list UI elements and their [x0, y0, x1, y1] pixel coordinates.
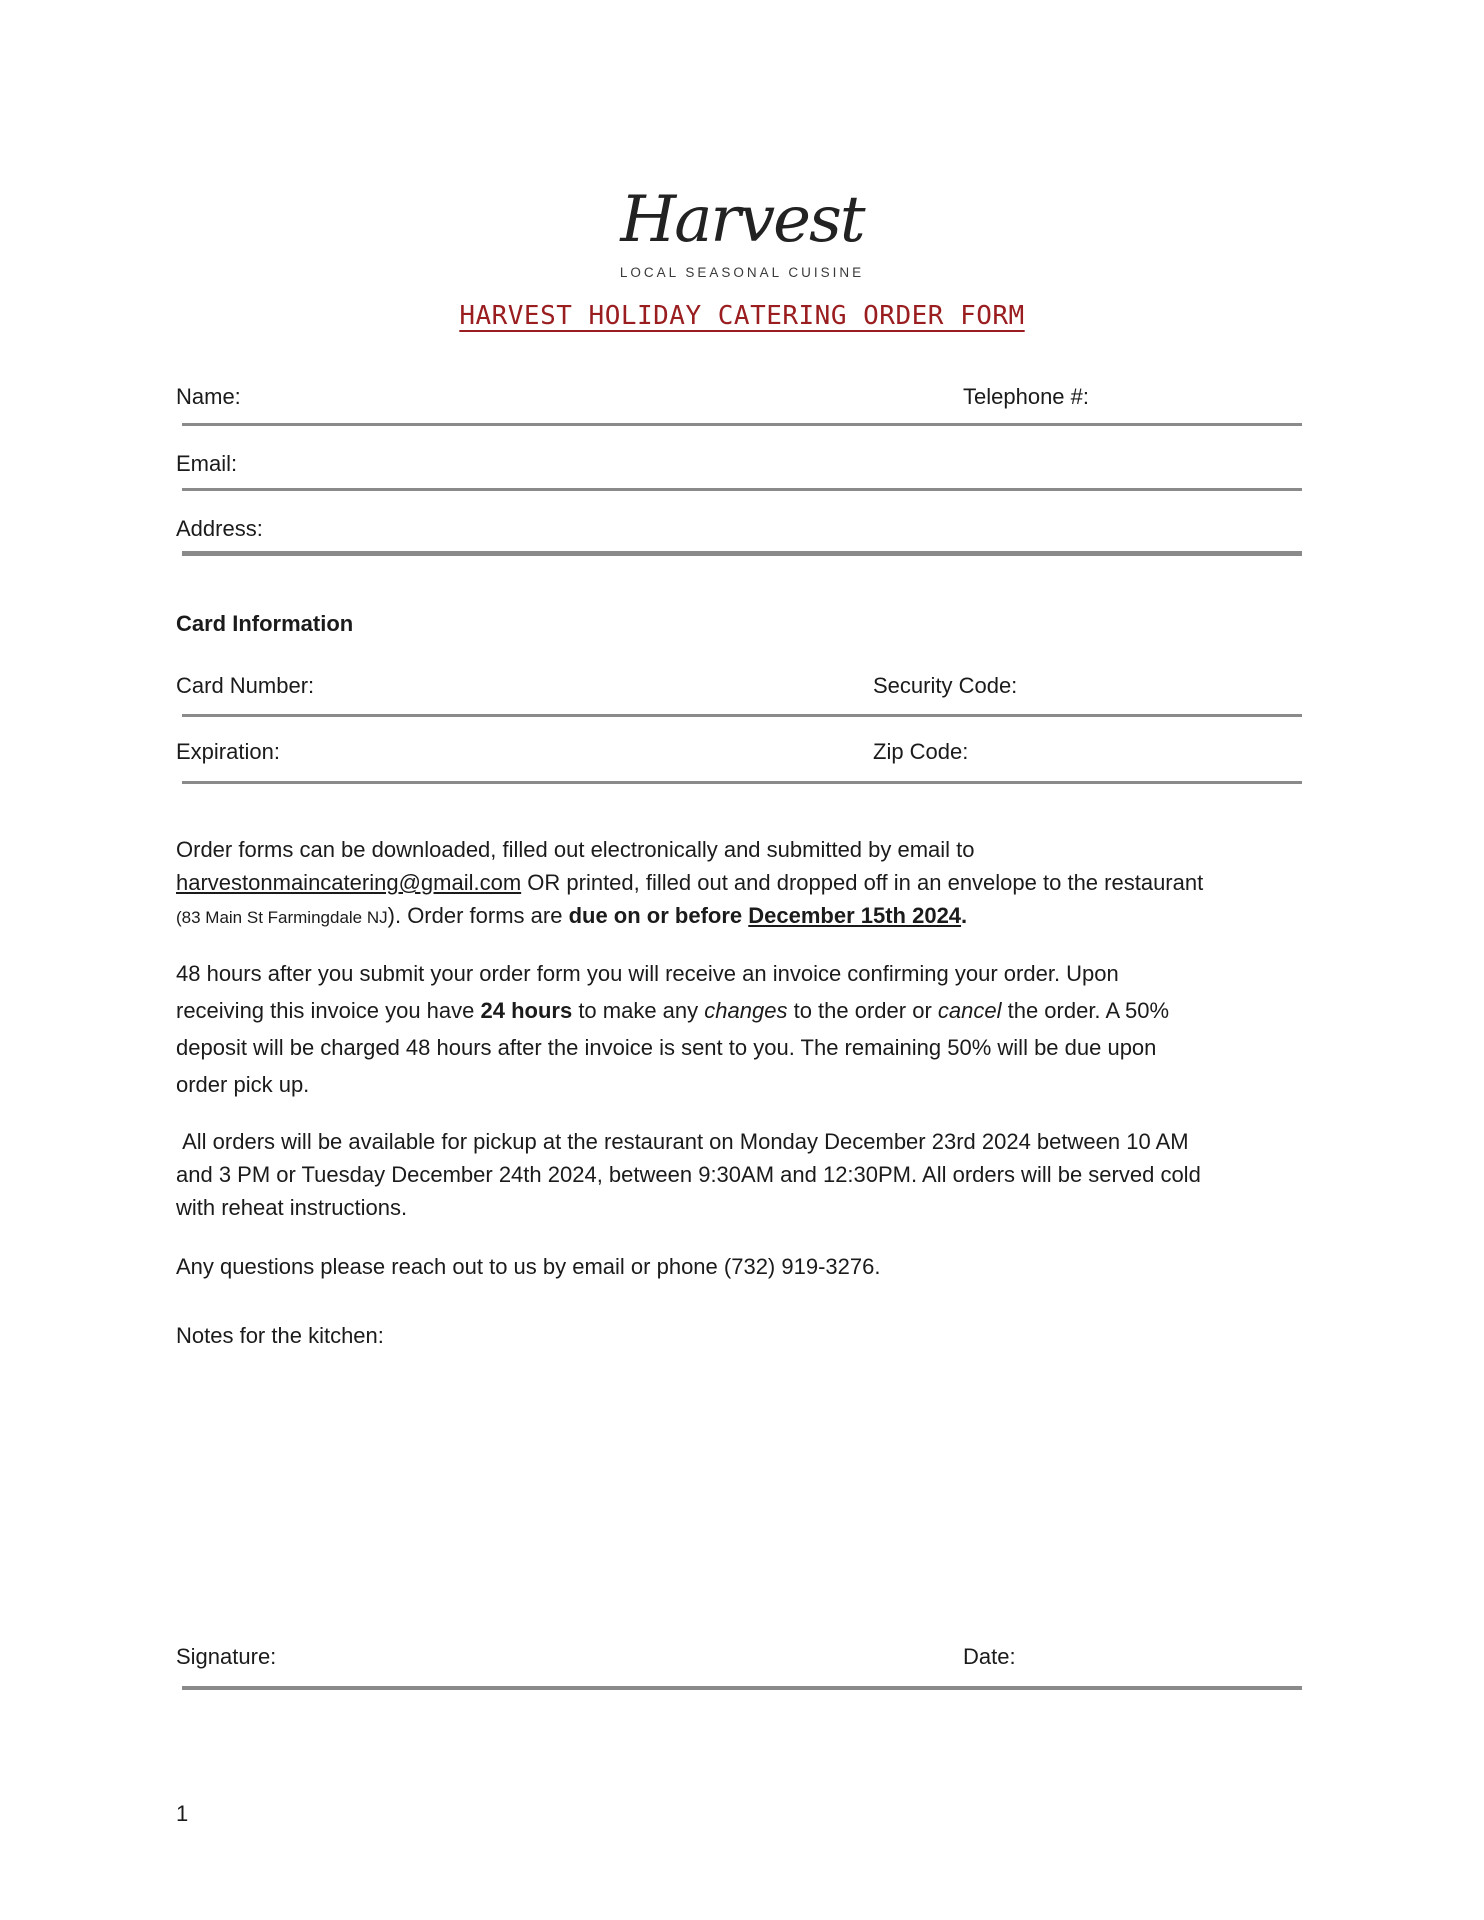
expiration-label: Expiration:: [176, 739, 280, 764]
email-label: Email:: [176, 451, 238, 476]
text-run: with reheat instructions.: [176, 1195, 408, 1220]
expiration-zip-field-line[interactable]: [182, 781, 1302, 784]
card-number-label: Card Number:: [176, 673, 315, 698]
text-run: (83 Main St Farmingdale NJ: [176, 908, 388, 927]
logo-tagline: LOCAL SEASONAL CUISINE: [619, 265, 865, 280]
paragraph-invoice: [176, 955, 1396, 1103]
text-run: due on or before: [568, 903, 749, 928]
card-information-heading: Card Information: [176, 611, 354, 636]
text-run: Order forms can be downloaded, filled out electronically and submitted by email to: [176, 837, 975, 862]
notes-for-kitchen-label: Notes for the kitchen:: [176, 1323, 384, 1348]
signature-label: Signature:: [176, 1644, 277, 1669]
text-run: ). Order forms are: [387, 903, 569, 928]
text-run: .: [961, 903, 968, 928]
text-run: and 3 PM or Tuesday December 24th 2024, between 9:30AM and 12:30PM. All orders will be served cold: [176, 1162, 1201, 1187]
text-run: changes: [704, 998, 788, 1023]
email-link[interactable]: harvestonmaincatering@gmail.com: [176, 870, 522, 895]
telephone-label: Telephone #:: [963, 384, 1089, 409]
harvest-logo: Harvest: [620, 183, 864, 257]
page-number: 1: [176, 1801, 189, 1826]
signature-date-field-line[interactable]: [182, 1686, 1302, 1690]
address-label: Address:: [176, 516, 263, 541]
text-run: 24 hours: [480, 998, 573, 1023]
text-run: All orders will be available for pickup at the restaurant on Monday December 23rd 2024 between 10 AM: [176, 1129, 1189, 1154]
date-label: Date:: [963, 1644, 1016, 1669]
text-run: to make any: [572, 998, 705, 1023]
card-number-security-field-line[interactable]: [182, 714, 1302, 717]
text-run: 48 hours after you submit your order form you will receive an invoice confirming your order. Upon: [176, 961, 1119, 986]
text-run: Any questions please reach out to us by email or phone (732) 919-3276.: [176, 1254, 881, 1279]
paragraph-pickup: [176, 1125, 1396, 1224]
address-field-line[interactable]: [182, 551, 1302, 556]
text-run: to the order or: [787, 998, 938, 1023]
text-run: cancel: [937, 998, 1002, 1023]
paragraph-questions: [176, 1250, 1396, 1283]
name-label: Name:: [176, 384, 241, 409]
paragraph-submission: [176, 833, 1396, 934]
name-telephone-field-line[interactable]: [182, 423, 1302, 426]
text-run: OR printed, filled out and dropped off in an envelope to the restaurant: [521, 870, 1204, 895]
email-field-line[interactable]: [182, 488, 1302, 491]
form-title: HARVEST HOLIDAY CATERING ORDER FORM: [459, 301, 1025, 331]
text-run: December 15th 2024: [748, 903, 962, 928]
text-run: order pick up.: [176, 1072, 310, 1097]
text-run: the order. A 50%: [1001, 998, 1170, 1023]
security-code-label: Security Code:: [873, 673, 1018, 698]
text-run: deposit will be charged 48 hours after the invoice is sent to you. The remaining 50% will be due upon: [176, 1035, 1157, 1060]
zip-code-label: Zip Code:: [873, 739, 969, 764]
text-run: receiving this invoice you have: [176, 998, 481, 1023]
